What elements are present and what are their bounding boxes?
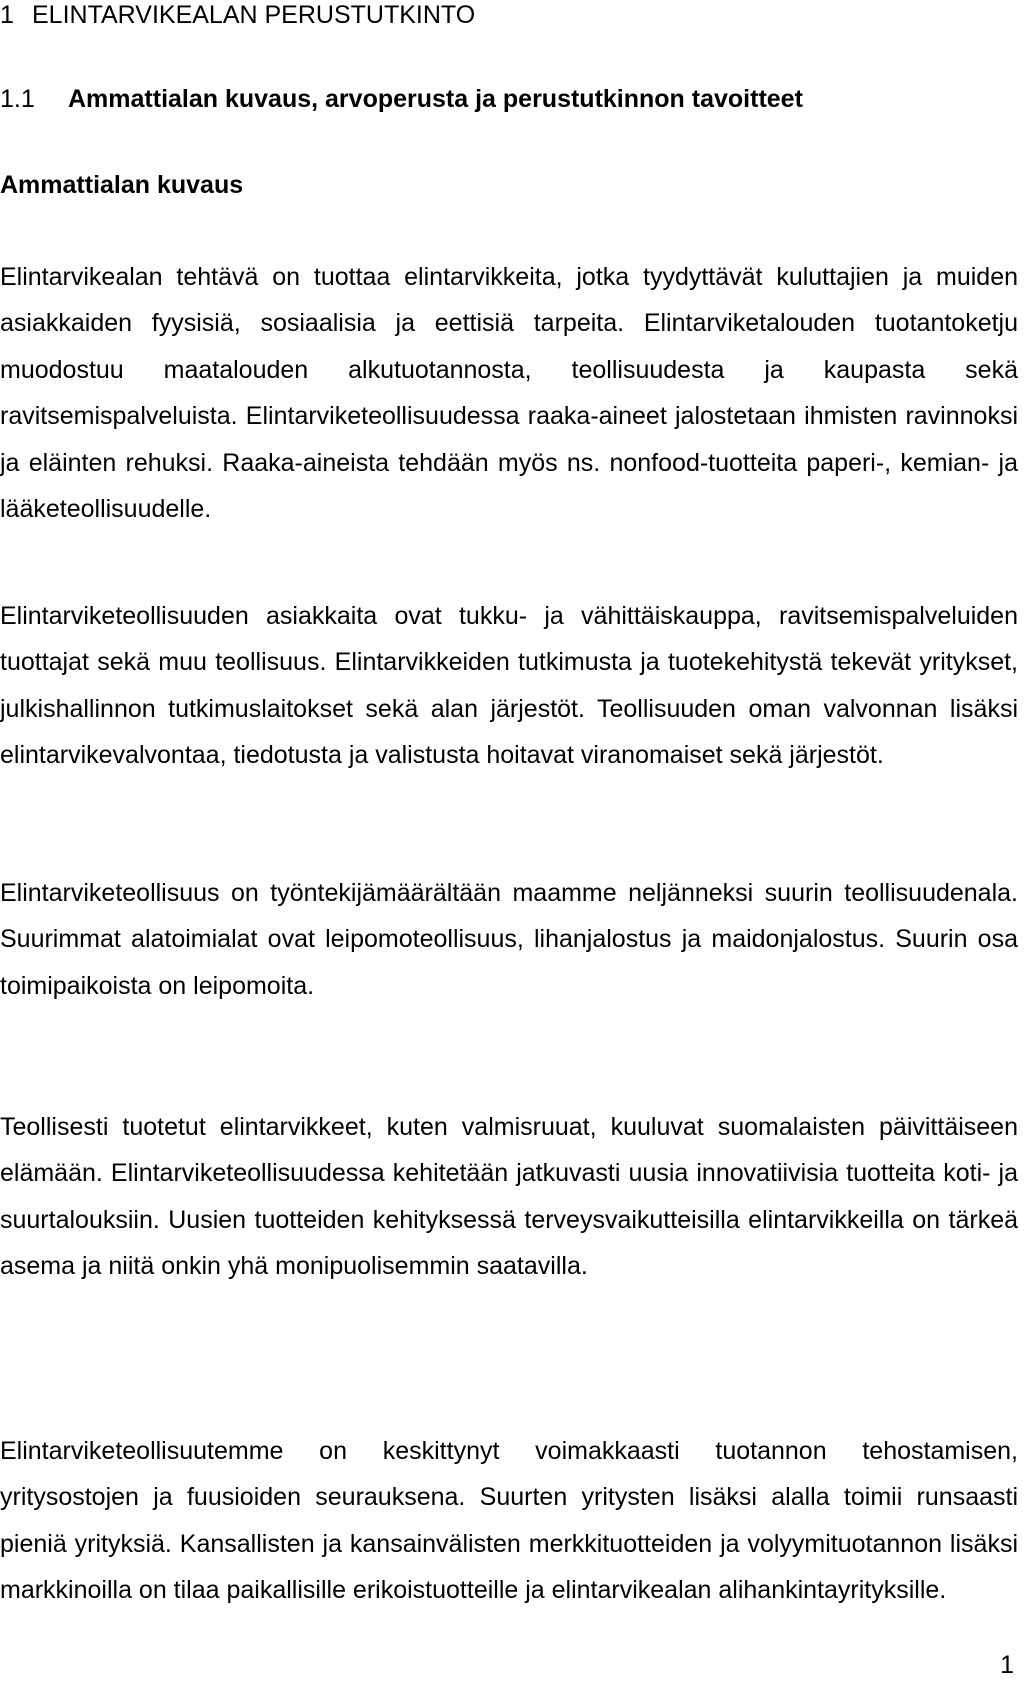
paragraph-3: Elintarviketeollisuus on työntekijämäärältään maamme neljänneksi suurin teollisuudenala. Suurimmat alatoimialat ovat leipomoteollisuus, lihanjalostus ja maidonjalostus. Suurin osa toimipaikoista on leipomoita. <box>0 879 1018 1000</box>
page-number: 1 <box>1000 1651 1014 1679</box>
chapter-number: 1 <box>0 1 14 29</box>
paragraph-4: Teollisesti tuotetut elintarvikkeet, kuten valmisruuat, kuuluvat suomalaisten päivittäiseen elämään. Elintarviketeollisuudessa kehitetään jatkuvasti uusia innovatiivisia tuotteita koti- ja suurtalouksiin. Uusien tuotteiden kehityksessä terveysvaikutteisilla elintarvikkeilla on tärkeä asema ja niitä onkin yhä monipuolisemmin saatavilla. <box>0 1113 1018 1281</box>
paragraph-2: Elintarviketeollisuuden asiakkaita ovat tukku- ja vähittäiskauppa, ravitsemispalveluiden tuottajat sekä muu teollisuus. Elintarvikkeiden tutkimusta ja tuotekehitystä tekevät yritykset, julkishallinnon tutkimuslaitokset sekä alan järjestöt. Teollisuuden oman valvonnan lisäksi elintarvikevalvontaa, tiedotusta ja valistusta hoitavat viranomaiset sekä järjestöt. <box>0 602 1018 770</box>
section-title: Ammattialan kuvaus, arvoperusta ja perustutkinnon tavoitteet <box>68 85 803 113</box>
paragraph-5: Elintarviketeollisuutemme on keskittynyt voimakkaasti tuotannon tehostamisen, yritysostojen ja fuusioiden seurauksena. Suurten yritysten lisäksi alalla toimii runsaasti pieniä yrityksiä. Kansallisten ja kansainvälisten merkkituotteiden ja volyymituotannon lisäksi markkinoilla on tilaa paikallisille erikoistuotteille ja elintarvikealan alihankintayrityksille. <box>0 1437 1018 1605</box>
paragraph-1: Elintarvikealan tehtävä on tuottaa elintarvikkeita, jotka tyydyttävät kuluttajien ja muiden asiakkaiden fyysisiä, sosiaalisia ja eettisiä tarpeita. Elintarviketalouden tuotantoketju muodostuu maatalouden alkutuotannosta, teollisuudesta ja kaupasta sekä ravitsemispalveluista. Elintarviketeollisuudessa raaka-aineet jalostetaan ihmisten ravinnoksi ja eläinten rehuksi. Raaka-aineista tehdään myös ns. nonfood-tuotteita paperi-, kemian- ja lääketeollisuudelle. <box>0 263 1018 524</box>
chapter-heading <box>0 0 475 30</box>
subsection-heading: Ammattialan kuvaus <box>0 171 244 199</box>
chapter-title: ELINTARVIKEALAN PERUSTUTKINTO <box>32 1 476 29</box>
section-heading <box>0 84 803 114</box>
section-number: 1.1 <box>0 85 35 113</box>
